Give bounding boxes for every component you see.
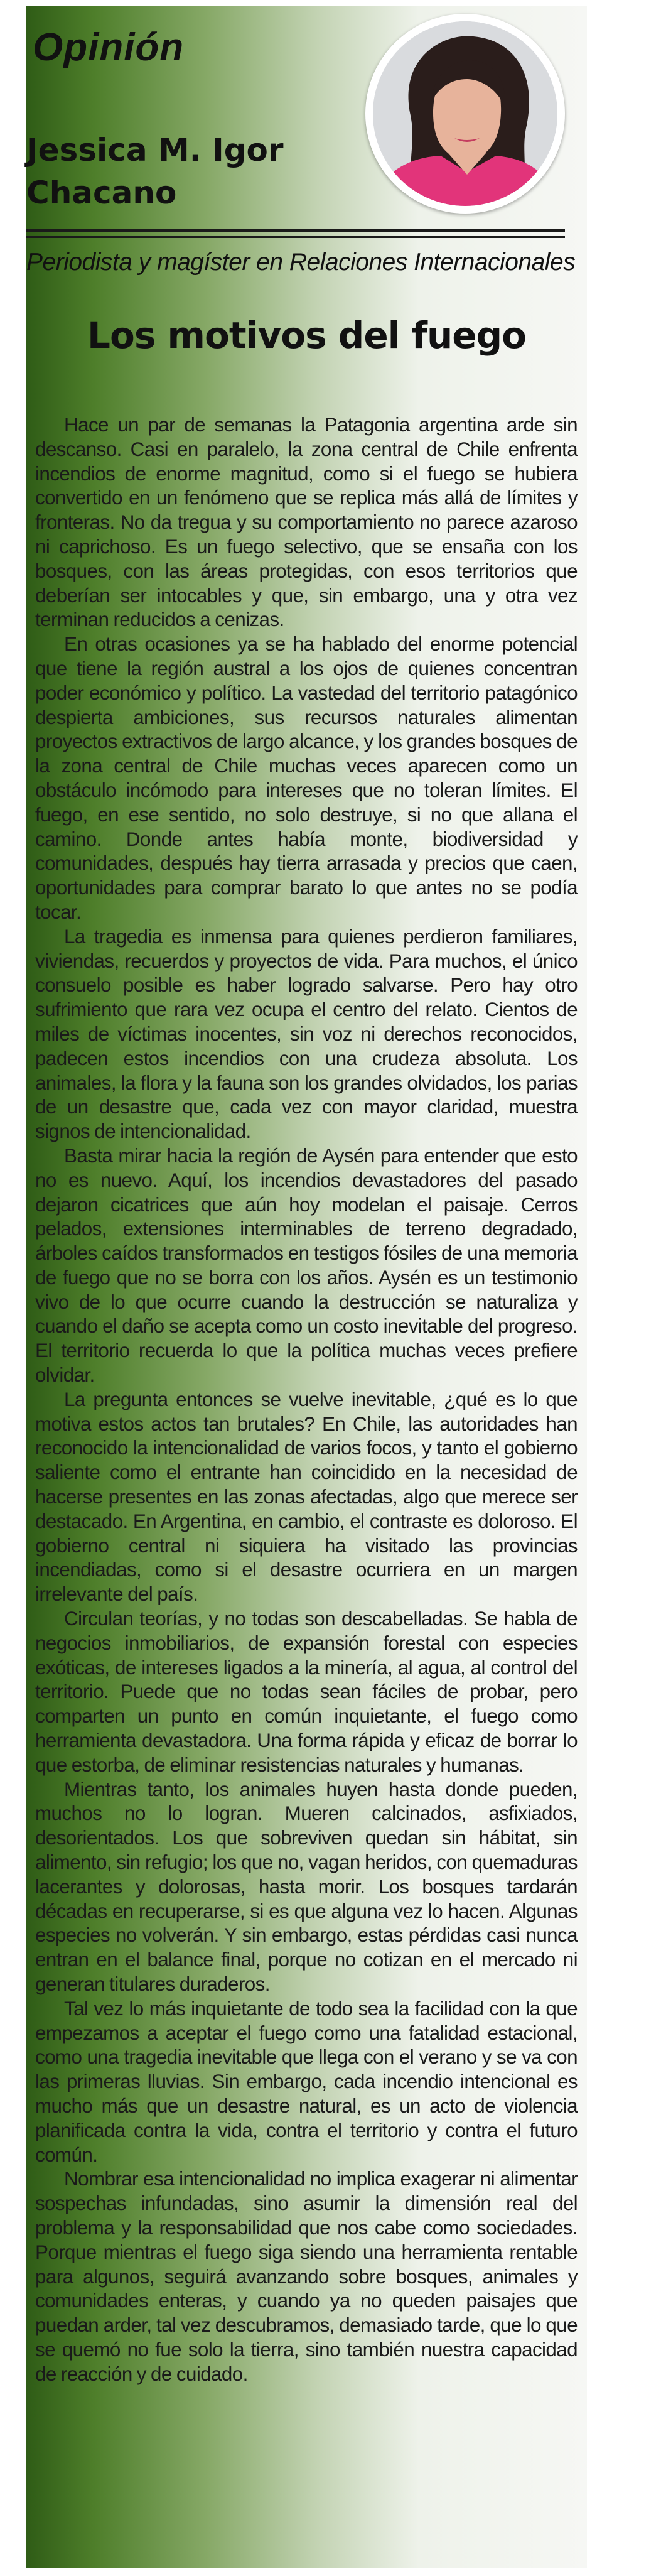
article-paragraph: Nombrar esa intencionalidad no implica exagerar ni alimentar sospechas infundadas, sino asumir la dimensión real del problema y la responsabilidad que nos cabe como sociedades. Porque mientras el fuego siga siendo una herramienta rentable para algunos, seguirá avanzando sobre bosques, animales y comunidades enteras, y cuando ya no queden paisajes que puedan arder, tal vez descubramos, demasiado tarde, que lo que se quemó no fue solo la tierra, sino también nuestra capacidad de reacción y de cuidado. — [35, 2168, 578, 2385]
section-label: Opinión — [33, 26, 185, 69]
divider-rule-thin — [26, 236, 565, 238]
divider-rule-thick — [26, 229, 565, 232]
article-body — [35, 413, 578, 2387]
article-paragraph: Basta mirar hacia la región de Aysén para entender que esto no es nuevo. Aquí, los incendios devastadores del pasado dejaron cicatrices que aún hoy modelan el paisaje. Cerros pelados, extensiones interminables de terreno degradado, árboles caídos transformados en testigos fósiles de una memoria de fuego que no se borra con los años. Aysén es un testimonio vivo de lo que ocurre cuando la destrucción se naturaliza y cuando el daño se acepta como un costo inevitable del progreso. El territorio recuerda lo que la política muchas veces prefiere olvidar. — [35, 1144, 578, 1387]
article-paragraph: Tal vez lo más inquietante de todo sea la facilidad con la que empezamos a aceptar el fuego como una fatalidad estacional, como una tragedia inevitable que llega con el verano y se va con las primeras lluvias. Sin embargo, cada incendio intencional es mucho más que un desastre natural, es un acto de violencia planificada contra la vida, contra el territorio y contra el futuro común. — [35, 1997, 578, 2166]
article-title: Los motivos del fuego — [87, 314, 526, 357]
author-name: Jessica M. Igor Chacano — [26, 132, 284, 211]
article-paragraph: Mientras tanto, los animales huyen hasta donde pueden, muchos no lo logran. Mueren calcinados, asfixiados, desorientados. Los que sobreviven quedan sin hábitat, sin alimento, sin refugio; los que no, vagan heridos, con quemaduras lacerantes y dolorosas, hasta morir. Los bosques tardarán décadas en recuperarse, si es que alguna vez lo hacen. Algunas especies no volverán. Y sin embargo, estas pérdidas casi nunca entran en el balance final, porque no cotizan en el mercado ni generan titulares duraderos. — [35, 1778, 578, 1995]
article-paragraph: Circulan teorías, y no todas son descabelladas. Se habla de negocios inmobiliarios, de expansión forestal con especies exóticas, de intereses ligados a la minería, al agua, al control del territorio. Puede que no todas sean fáciles de probar, pero comparten un punto en común inquietante, el fuego como herramienta devastadora. Una forma rápida y eficaz de borrar lo que estorba, de eliminar resistencias naturales y humanas. — [35, 1608, 578, 1776]
article-paragraph: La tragedia es inmensa para quienes perdieron familiares, viviendas, recuerdos y proyectos de vida. Para muchos, el único consuelo posible es haber logrado salvarse. Pero hay otro sufrimiento que rara vez ocupa el centro del relato. Cientos de miles de víctimas inocentes, sin voz ni derechos reconocidos, padecen estos incendios con una crudeza absoluta. Los animales, la flora y la fauna son los grandes olvidados, los parias de un desastre que, cada vez con mayor claridad, muestra signos de intencionalidad. — [35, 925, 578, 1143]
article-paragraph: La pregunta entonces se vuelve inevitable, ¿qué es lo que motiva estos actos tan brutales? En Chile, las autoridades han reconocido la intencionalidad de varios focos, y tanto el gobierno saliente como el entrante han coincidido en la necesidad de hacerse presentes en las zonas afectadas, algo que merece ser destacado. En Argentina, en cambio, el contraste es doloroso. El gobierno central ni siquiera ha visitado las provincias incendiadas, como si el desastre ocurriera en un margen irrelevante del país. — [35, 1388, 578, 1606]
author-role: Periodista y magíster en Relaciones Internacionales — [26, 249, 576, 276]
article-paragraph: En otras ocasiones ya se ha hablado del enorme potencial que tiene la región austral a los ojos de quienes concentran poder económico y político. La vastedad del territorio patagónico despierta ambiciones, sus recursos naturales alimentan proyectos extractivos de largo alcance, y los grandes bosques de la zona central de Chile muchas veces aparecen como un obstáculo incómodo para intereses que no toleran límites. El fuego, en ese sentido, no solo destruye, si no que allana el camino. Donde antes había monte, biodiversidad y comunidades, después hay tierra arrasada y precios que caen, oportunidades para comprar barato lo que antes no se podía tocar. — [35, 633, 578, 923]
article-paragraph: Hace un par de semanas la Patagonia argentina arde sin descanso. Casi en paralelo, la zona central de Chile enfrenta incendios de enorme magnitud, como si el fuego se hubiera convertido en un fenómeno que se replica más allá de límites y fronteras. No da tregua y su comportamiento no parece azaroso ni caprichoso. Es un fuego selectivo, que se ensaña con los bosques, con las áreas protegidas, con esos territorios que deberían ser intocables y que, sin embargo, una y otra vez terminan reducidos a cenizas. — [35, 414, 578, 631]
author-photo — [365, 14, 565, 214]
author-portrait-icon — [373, 21, 557, 206]
